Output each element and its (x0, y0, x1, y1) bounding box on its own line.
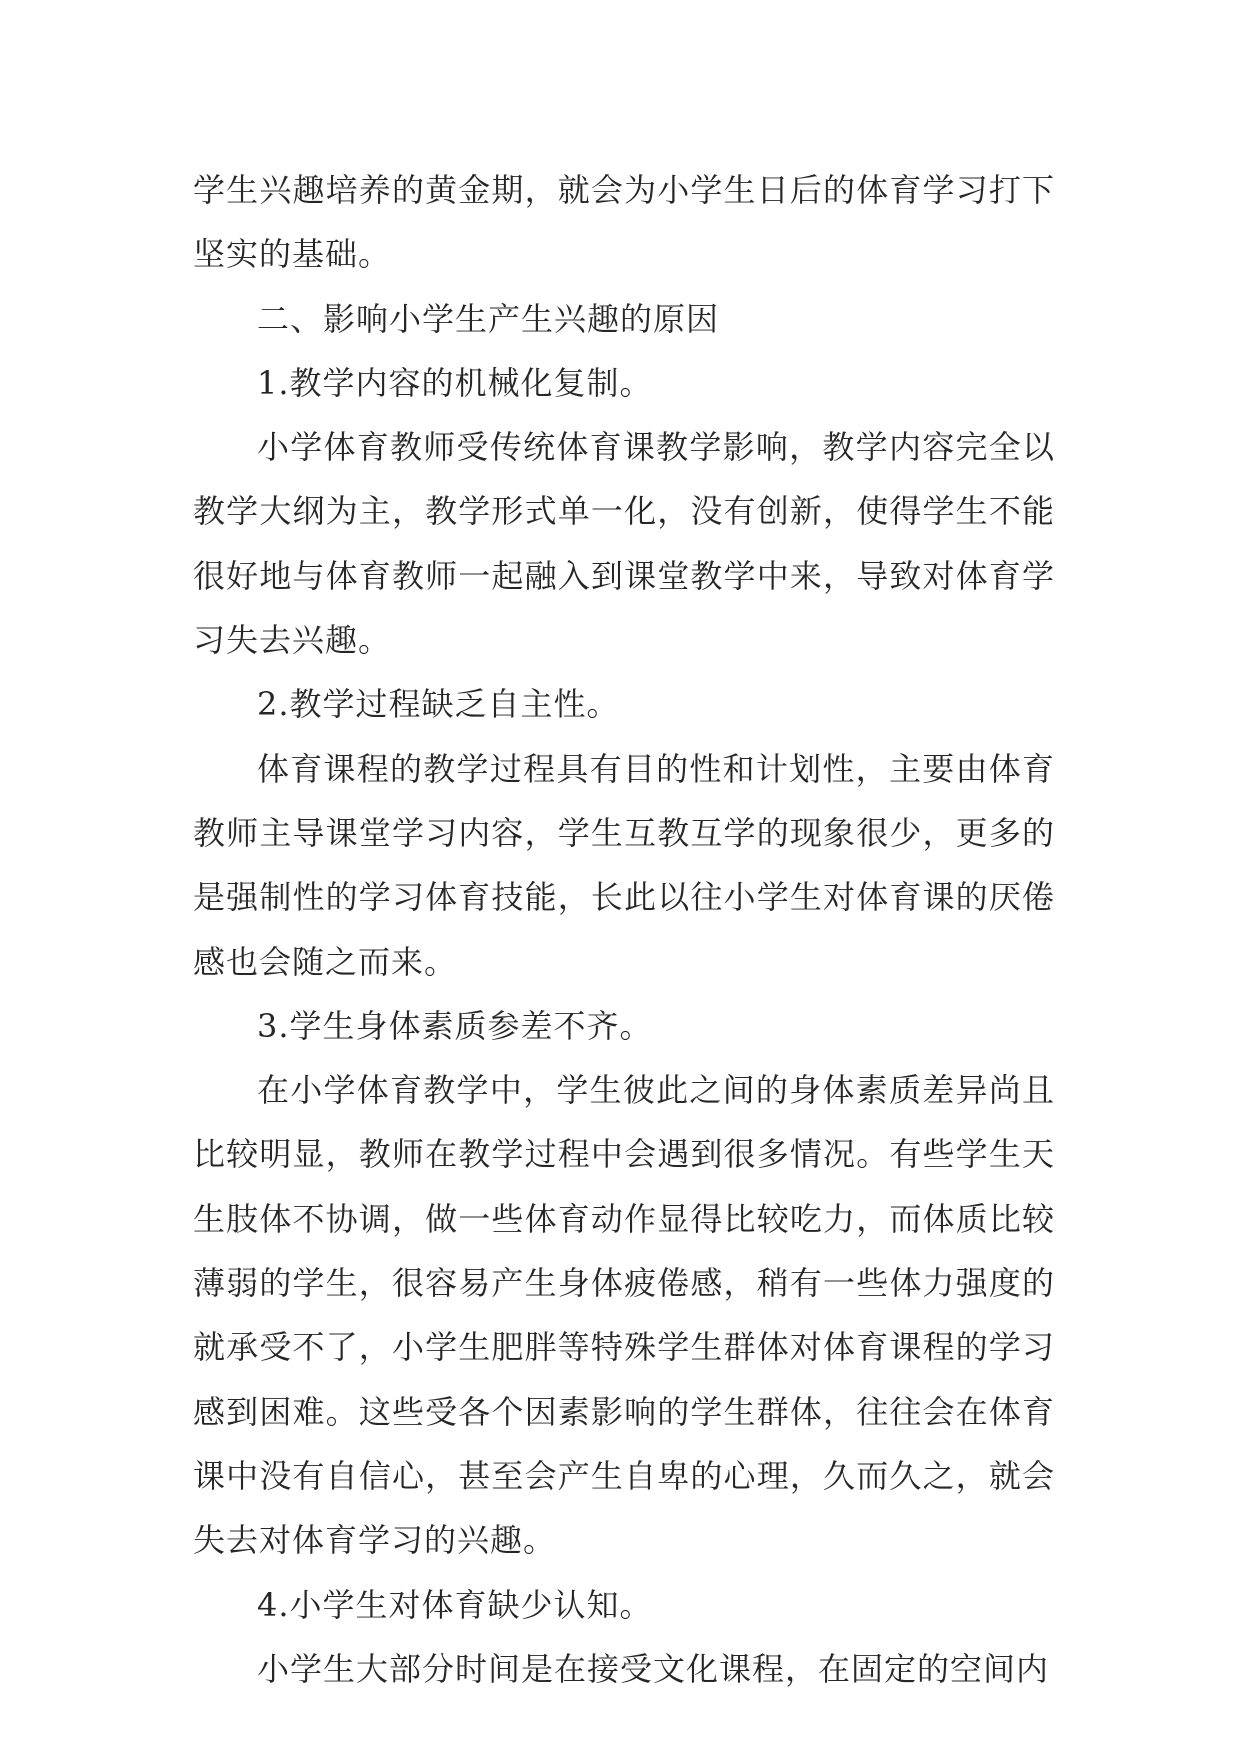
item-3-body: 在小学体育教学中，学生彼此之间的身体素质差异尚且比较明显，教师在教学过程中会遇到很多情况。有些学生天生肢体不协调，做一些体育动作显得比较吃力，而体质比较薄弱的学生，很容易产生身体疲倦感，稍有一些体力强度的就承受不了，小学生肥胖等特殊学生群体对体育课程的学习感到困难。这些受各个因素影响的学生群体，往往会在体育课中没有自信心，甚至会产生自卑的心理，久而久之，就会失去对体育学习的兴趣。 (193, 1071, 1055, 1560)
item-4-body: 小学生大部分时间是在接受文化课程，在固定的空间内 (257, 1649, 1050, 1688)
item-3-heading: 3.学生身体素质参差不齐。 (257, 1006, 653, 1045)
section-heading: 二、影响小学生产生兴趣的原因 (257, 299, 720, 338)
item-1-heading: 1.教学内容的机械化复制。 (257, 363, 653, 402)
document-body (193, 158, 1055, 1701)
item-1-body: 小学体育教师受传统体育课教学影响，教学内容完全以教学大纲为主，教学形式单一化，没有创新，使得学生不能很好地与体育教师一起融入到课堂教学中来，导致对体育学习失去兴趣。 (193, 428, 1055, 660)
item-4-heading: 4.小学生对体育缺少认知。 (257, 1585, 653, 1624)
item-2-heading: 2.教学过程缺乏自主性。 (257, 685, 620, 724)
paragraph-continued: 学生兴趣培养的黄金期，就会为小学生日后的体育学习打下坚实的基础。 (193, 171, 1055, 274)
item-2-body: 体育课程的教学过程具有目的性和计划性，主要由体育教师主导课堂学习内容，学生互教互学的现象很少，更多的是强制性的学习体育技能，长此以往小学生对体育课的厌倦感也会随之而来。 (193, 749, 1055, 981)
